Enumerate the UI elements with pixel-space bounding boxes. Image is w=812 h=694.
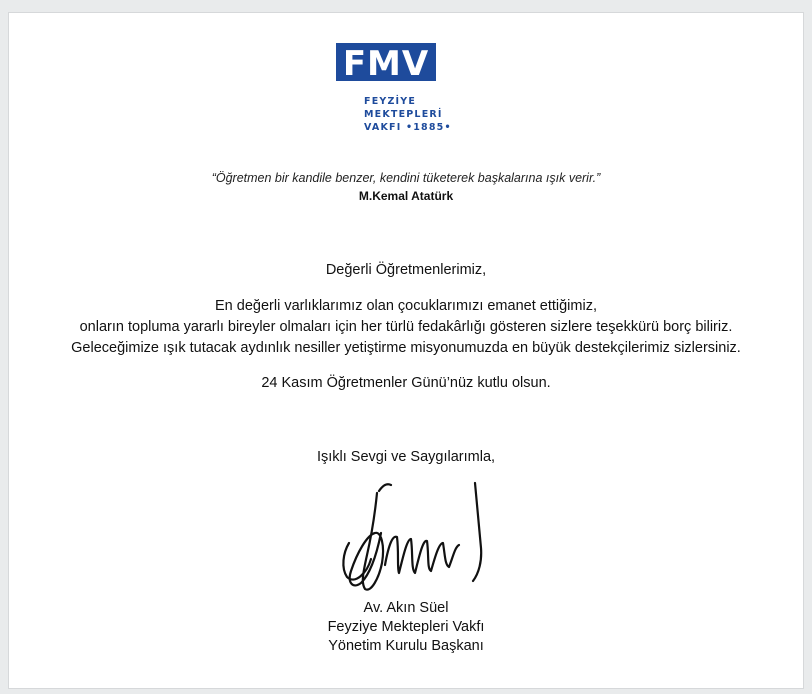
logo-line-1: FEYZİYE bbox=[364, 96, 417, 107]
quote-author: M.Kemal Atatürk bbox=[358, 189, 454, 203]
logo-mark-box bbox=[336, 43, 436, 84]
letter-page bbox=[9, 13, 803, 688]
quote-text: “Öğretmen bir kandile benzer, kendini tüketerek başkalarına ışık verir.” bbox=[211, 171, 601, 185]
logo-line-2: MEKTEPLERİ bbox=[364, 109, 443, 120]
fmv-logo bbox=[336, 43, 452, 153]
paragraph-line-1: En değerli varlıklarımız olan çocuklarımızı emanet ettiğimiz, bbox=[215, 298, 597, 314]
signer-title: Yönetim Kurulu Başkanı bbox=[328, 638, 484, 654]
signer-organization: Feyziye Mektepleri Vakfı bbox=[327, 619, 485, 635]
handwritten-signature bbox=[327, 473, 507, 598]
salutation: Değerli Öğretmenlerimiz, bbox=[325, 262, 487, 278]
greeting-line: 24 Kasım Öğretmenler Günü’nüz kutlu olsun. bbox=[261, 375, 551, 391]
logo-line-3: VAKFI •1885• bbox=[364, 122, 452, 133]
paragraph-line-3: Geleceğimize ışık tutacak aydınlık nesiller yetiştirme misyonumuzda en büyük destekçilerimiz sizlersiniz. bbox=[71, 340, 741, 356]
logo-mark-text: FMV bbox=[342, 44, 430, 84]
closing-line: Işıklı Sevgi ve Saygılarımla, bbox=[316, 449, 496, 465]
logo-wordmark bbox=[364, 95, 452, 134]
paragraph-line-2: onların topluma yararlı bireyler olmaları için her türlü fedakârlığı gösteren sizlere teşekkürü borç biliriz. bbox=[79, 319, 733, 335]
signer-name: Av. Akın Süel bbox=[363, 600, 449, 616]
